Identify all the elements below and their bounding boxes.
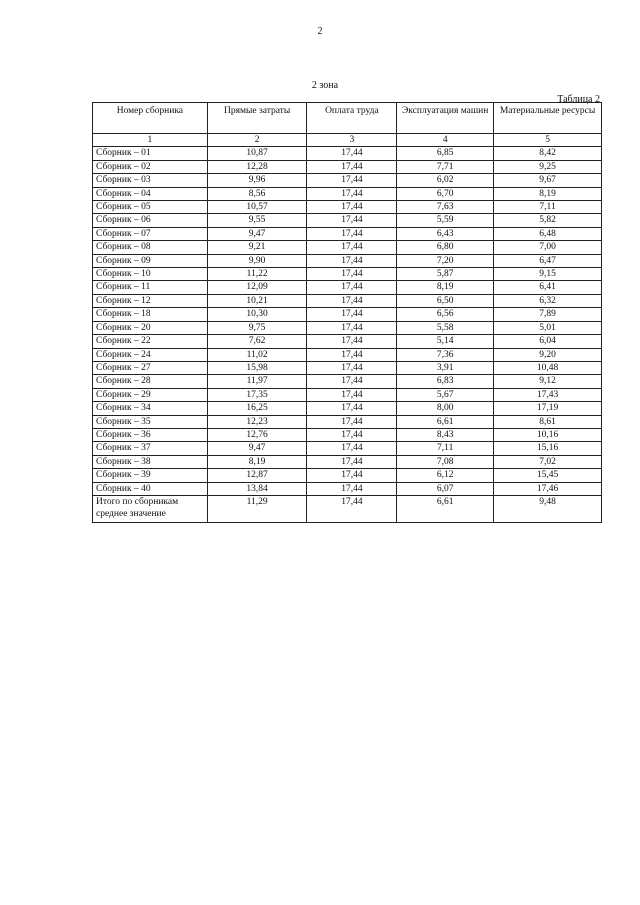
collection-name: Сборник – 38	[93, 455, 208, 468]
direct-costs-value: 16,25	[207, 402, 307, 415]
labor-pay-value: 17,44	[307, 348, 397, 361]
machine-operation-value: 7,11	[397, 442, 494, 455]
labor-pay-value: 17,44	[307, 469, 397, 482]
material-resources-value: 15,45	[494, 469, 602, 482]
material-resources-value: 9,12	[494, 375, 602, 388]
labor-pay-value: 17,44	[307, 160, 397, 173]
data-table	[92, 102, 602, 523]
table-row	[93, 147, 602, 160]
machine-operation-value: 5,59	[397, 214, 494, 227]
direct-costs-value: 13,84	[207, 482, 307, 495]
machine-operation-value: 6,61	[397, 415, 494, 428]
material-resources-value: 6,41	[494, 281, 602, 294]
table-row	[93, 321, 602, 334]
labor-pay-value: 17,44	[307, 187, 397, 200]
collection-name: Сборник – 35	[93, 415, 208, 428]
column-number: 2	[207, 134, 307, 147]
collection-name: Сборник – 04	[93, 187, 208, 200]
material-resources-value: 9,20	[494, 348, 602, 361]
collection-name: Сборник – 08	[93, 241, 208, 254]
table-caption: Таблица 2	[557, 94, 600, 105]
machine-operation-value: 6,56	[397, 308, 494, 321]
table-row	[93, 415, 602, 428]
table-row	[93, 428, 602, 441]
column-number-row	[93, 134, 602, 147]
direct-costs-value: 9,47	[207, 227, 307, 240]
total-label	[93, 495, 208, 522]
labor-pay-value: 17,44	[307, 214, 397, 227]
machine-operation-value: 6,50	[397, 294, 494, 307]
collection-name: Сборник – 28	[93, 375, 208, 388]
machine-operation-value: 7,36	[397, 348, 494, 361]
material-resources-value: 15,16	[494, 442, 602, 455]
labor-pay-value: 17,44	[307, 402, 397, 415]
collection-name: Сборник – 12	[93, 294, 208, 307]
direct-costs-value: 9,90	[207, 254, 307, 267]
collection-name: Сборник – 39	[93, 469, 208, 482]
material-resources-value: 9,25	[494, 160, 602, 173]
labor-pay-value: 17,44	[307, 375, 397, 388]
total-machine-operation: 6,61	[397, 495, 494, 522]
direct-costs-value: 10,87	[207, 147, 307, 160]
collection-name: Сборник – 34	[93, 402, 208, 415]
column-header-material-resources: Материальные ресурсы	[494, 103, 602, 134]
table-row	[93, 442, 602, 455]
labor-pay-value: 17,44	[307, 415, 397, 428]
labor-pay-value: 17,44	[307, 281, 397, 294]
material-resources-value: 7,00	[494, 241, 602, 254]
collection-name: Сборник – 29	[93, 388, 208, 401]
direct-costs-value: 8,56	[207, 187, 307, 200]
machine-operation-value: 6,70	[397, 187, 494, 200]
collection-name: Сборник – 05	[93, 201, 208, 214]
direct-costs-value: 9,96	[207, 174, 307, 187]
material-resources-value: 17,46	[494, 482, 602, 495]
page-number: 2	[317, 26, 323, 37]
table-row	[93, 455, 602, 468]
labor-pay-value: 17,44	[307, 147, 397, 160]
collection-name: Сборник – 36	[93, 428, 208, 441]
direct-costs-value: 12,76	[207, 428, 307, 441]
table-row	[93, 214, 602, 227]
direct-costs-value: 10,57	[207, 201, 307, 214]
collection-name: Сборник – 18	[93, 308, 208, 321]
direct-costs-value: 9,55	[207, 214, 307, 227]
labor-pay-value: 17,44	[307, 388, 397, 401]
table-row	[93, 281, 602, 294]
material-resources-value: 10,16	[494, 428, 602, 441]
direct-costs-value: 15,98	[207, 361, 307, 374]
machine-operation-value: 8,43	[397, 428, 494, 441]
machine-operation-value: 6,43	[397, 227, 494, 240]
table-row	[93, 268, 602, 281]
column-number: 5	[494, 134, 602, 147]
material-resources-value: 6,04	[494, 335, 602, 348]
table-row	[93, 174, 602, 187]
table-row	[93, 375, 602, 388]
collection-name: Сборник – 06	[93, 214, 208, 227]
material-resources-value: 7,89	[494, 308, 602, 321]
machine-operation-value: 7,71	[397, 160, 494, 173]
machine-operation-value: 6,07	[397, 482, 494, 495]
table-row	[93, 482, 602, 495]
table-row	[93, 160, 602, 173]
collection-name: Сборник – 37	[93, 442, 208, 455]
direct-costs-value: 11,97	[207, 375, 307, 388]
column-number: 4	[397, 134, 494, 147]
machine-operation-value: 8,00	[397, 402, 494, 415]
column-number: 3	[307, 134, 397, 147]
direct-costs-value: 9,47	[207, 442, 307, 455]
material-resources-value: 8,42	[494, 147, 602, 160]
labor-pay-value: 17,44	[307, 455, 397, 468]
table-body	[93, 147, 602, 523]
column-header-machine-operation: Эксплуатация машин	[397, 103, 494, 134]
labor-pay-value: 17,44	[307, 335, 397, 348]
collection-name: Сборник – 10	[93, 268, 208, 281]
material-resources-value: 7,02	[494, 455, 602, 468]
total-row	[93, 495, 602, 522]
collection-name: Сборник – 03	[93, 174, 208, 187]
header-row	[93, 103, 602, 134]
machine-operation-value: 5,87	[397, 268, 494, 281]
collection-name: Сборник – 24	[93, 348, 208, 361]
labor-pay-value: 17,44	[307, 241, 397, 254]
collection-name: Сборник – 01	[93, 147, 208, 160]
labor-pay-value: 17,44	[307, 227, 397, 240]
total-direct-costs: 11,29	[207, 495, 307, 522]
material-resources-value: 5,82	[494, 214, 602, 227]
machine-operation-value: 6,85	[397, 147, 494, 160]
collection-name: Сборник – 11	[93, 281, 208, 294]
labor-pay-value: 17,44	[307, 268, 397, 281]
collection-name: Сборник – 07	[93, 227, 208, 240]
material-resources-value: 8,19	[494, 187, 602, 200]
zone-title: 2 зона	[311, 80, 339, 91]
total-labor-pay: 17,44	[307, 495, 397, 522]
machine-operation-value: 5,58	[397, 321, 494, 334]
material-resources-value: 17,19	[494, 402, 602, 415]
machine-operation-value: 5,67	[397, 388, 494, 401]
table-row	[93, 361, 602, 374]
machine-operation-value: 7,63	[397, 201, 494, 214]
labor-pay-value: 17,44	[307, 174, 397, 187]
table-row	[93, 254, 602, 267]
labor-pay-value: 17,44	[307, 308, 397, 321]
direct-costs-value: 12,09	[207, 281, 307, 294]
table-row	[93, 469, 602, 482]
labor-pay-value: 17,44	[307, 321, 397, 334]
table-row	[93, 241, 602, 254]
material-resources-value: 9,67	[494, 174, 602, 187]
collection-name: Сборник – 02	[93, 160, 208, 173]
direct-costs-value: 12,87	[207, 469, 307, 482]
labor-pay-value: 17,44	[307, 428, 397, 441]
material-resources-value: 8,61	[494, 415, 602, 428]
table-row	[93, 335, 602, 348]
table-row	[93, 388, 602, 401]
collection-name: Сборник – 20	[93, 321, 208, 334]
labor-pay-value: 17,44	[307, 254, 397, 267]
table-row	[93, 402, 602, 415]
direct-costs-value: 11,22	[207, 268, 307, 281]
table-row	[93, 227, 602, 240]
machine-operation-value: 7,08	[397, 455, 494, 468]
direct-costs-value: 9,21	[207, 241, 307, 254]
table-row	[93, 294, 602, 307]
direct-costs-value: 12,28	[207, 160, 307, 173]
machine-operation-value: 6,12	[397, 469, 494, 482]
column-header-labor-pay: Оплата труда	[307, 103, 397, 134]
material-resources-value: 17,43	[494, 388, 602, 401]
labor-pay-value: 17,44	[307, 442, 397, 455]
table-row	[93, 308, 602, 321]
direct-costs-value: 9,75	[207, 321, 307, 334]
collection-name: Сборник – 22	[93, 335, 208, 348]
labor-pay-value: 17,44	[307, 294, 397, 307]
column-number: 1	[93, 134, 208, 147]
labor-pay-value: 17,44	[307, 482, 397, 495]
direct-costs-value: 10,30	[207, 308, 307, 321]
labor-pay-value: 17,44	[307, 361, 397, 374]
machine-operation-value: 7,20	[397, 254, 494, 267]
machine-operation-value: 6,80	[397, 241, 494, 254]
collection-name: Сборник – 27	[93, 361, 208, 374]
machine-operation-value: 8,19	[397, 281, 494, 294]
material-resources-value: 6,48	[494, 227, 602, 240]
machine-operation-value: 3,91	[397, 361, 494, 374]
machine-operation-value: 5,14	[397, 335, 494, 348]
machine-operation-value: 6,02	[397, 174, 494, 187]
material-resources-value: 5,01	[494, 321, 602, 334]
material-resources-value: 10,48	[494, 361, 602, 374]
material-resources-value: 9,15	[494, 268, 602, 281]
labor-pay-value: 17,44	[307, 201, 397, 214]
direct-costs-value: 7,62	[207, 335, 307, 348]
column-header-collection-number: Номер сборника	[93, 103, 208, 134]
material-resources-value: 6,47	[494, 254, 602, 267]
machine-operation-value: 6,83	[397, 375, 494, 388]
direct-costs-value: 17,35	[207, 388, 307, 401]
total-label-line2: среднее значение	[96, 508, 166, 519]
direct-costs-value: 10,21	[207, 294, 307, 307]
material-resources-value: 6,32	[494, 294, 602, 307]
direct-costs-value: 12,23	[207, 415, 307, 428]
total-label-line1: Итого по сборникам	[96, 496, 179, 507]
direct-costs-value: 11,02	[207, 348, 307, 361]
table-row	[93, 201, 602, 214]
total-material-resources: 9,48	[494, 495, 602, 522]
collection-name: Сборник – 40	[93, 482, 208, 495]
table-row	[93, 187, 602, 200]
table-row	[93, 348, 602, 361]
collection-name: Сборник – 09	[93, 254, 208, 267]
material-resources-value: 7,11	[494, 201, 602, 214]
column-header-direct-costs: Прямые затраты	[207, 103, 307, 134]
direct-costs-value: 8,19	[207, 455, 307, 468]
